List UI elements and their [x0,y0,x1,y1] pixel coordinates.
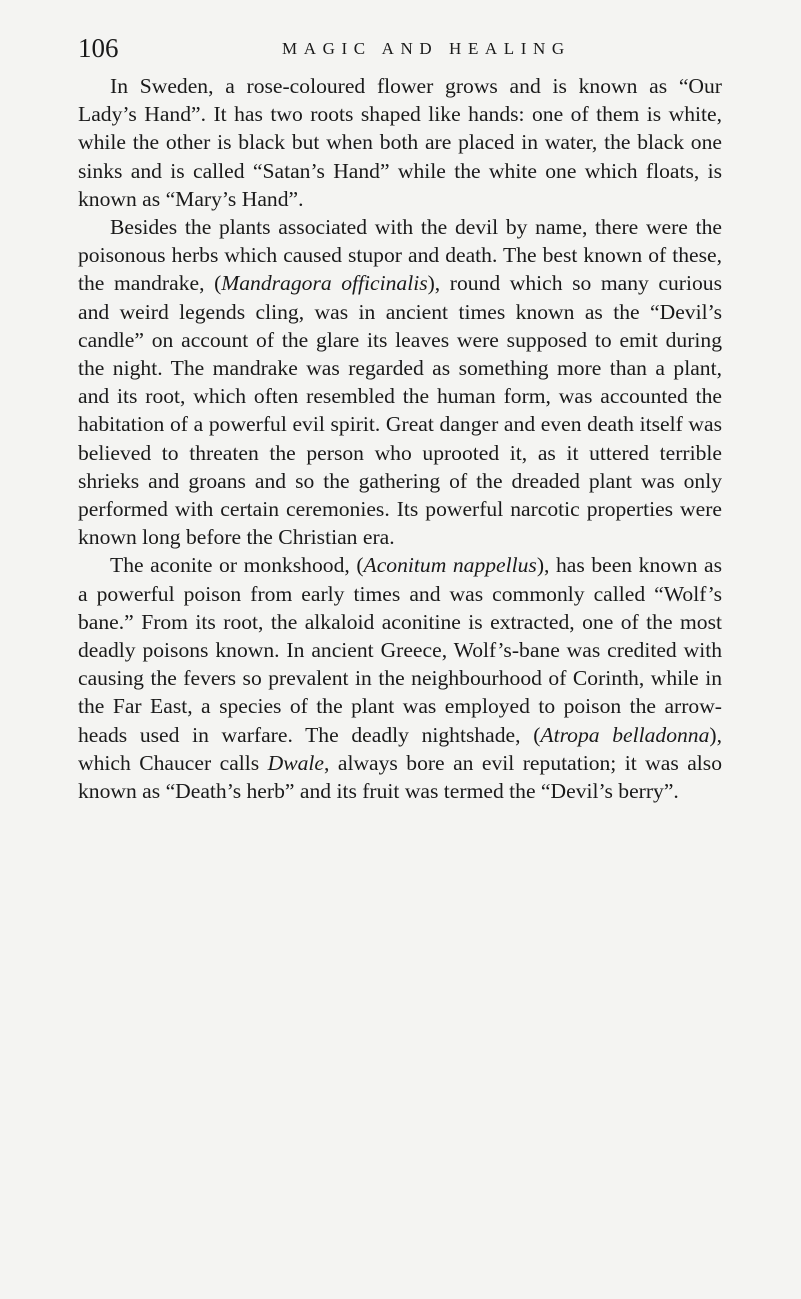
paragraph-2-text-b: ), round which so many curious and weird legends cling, was in ancient times known as the “Devil’s candle” on account of the glare its leaves were supposed to emit during the night. The mandrake was regarded as something more than a plant, and its root, which often resembled the human form, was accounted the habitation of a powerful evil spirit. Great danger and even death itself was believed to threaten the person who uprooted it, as it uttered terrible shrieks and groans and so the gathering of the dreaded plant was only performed with certain ceremonies. Its powerful narcotic properties were known long before the Christian era. [78,271,722,550]
book-page [78,34,722,805]
body-text [78,72,722,805]
paragraph-2-text-a: Besides the plants associated with the devil by name, there were the poisonous herbs which caused stupor and death. The best known of these, the mandrake, ( [78,215,722,296]
page-number: 106 [78,33,119,63]
paragraph-3-text-a: The aconite or monkshood, ( [110,553,364,578]
latin-name-atropa: Atropa belladonna [540,722,710,747]
paragraph-3-text-d: , always bore an evil reputation; it was also known as “Death’s herb” and its fruit was termed the “Devil’s berry”. [78,750,722,804]
paragraph-1 [78,72,722,213]
latin-name-mandragora: Mandragora officinalis [221,271,428,296]
term-dwale: Dwale [267,750,325,775]
running-head: MAGIC AND HEALING [282,39,571,58]
page-header [78,34,722,68]
latin-name-aconitum: Aconitum nappellus [363,553,537,578]
paragraph-3-text-c: ), which Chaucer calls [78,722,722,775]
paragraph-3 [78,551,722,805]
paragraph-2 [78,213,722,551]
paragraph-3-text-b: ), has been known as a powerful poison from early times and was commonly called “Wolf’s bane.” From its root, the alkaloid aconitine is extracted, one of the most deadly poisons known. In ancient Greece, Wolf’s-bane was credited with causing the fevers so prevalent in the neighbourhood of Corinth, while in the Far East, a species of the plant was employed to poison the arrow-heads used in warfare. The deadly nightshade, ( [78,553,722,747]
paragraph-1-text: In Sweden, a rose-coloured flower grows and is known as “Our Lady’s Hand”. It has two roots shaped like hands: one of them is white, while the other is black but when both are placed in water, the black one sinks and is called “Satan’s Hand” while the white one which floats, is known as “Mary’s Hand”. [78,74,722,211]
